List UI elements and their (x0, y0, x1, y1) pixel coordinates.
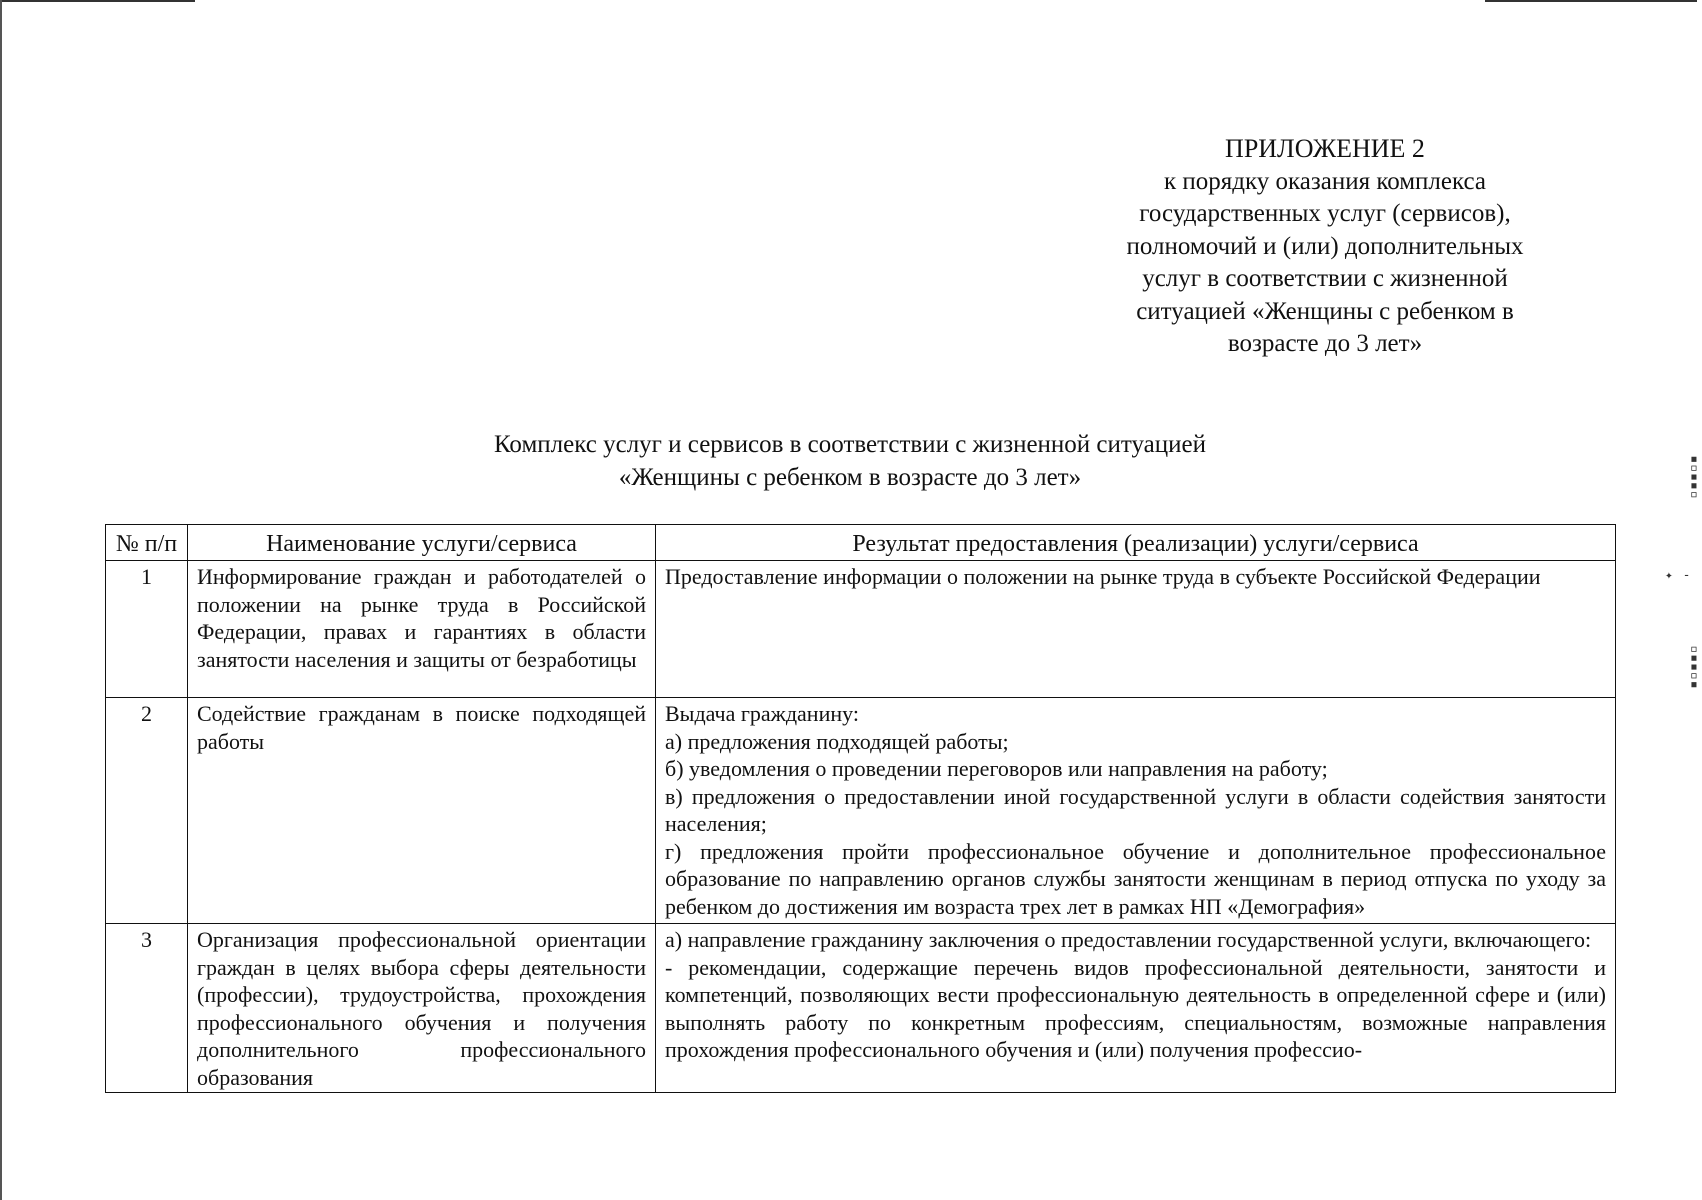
result-line: в) предложения о предоставлении иной государственной услуги в области содействия занятости населения; (665, 783, 1606, 836)
scan-edge-top-left (0, 0, 195, 2)
table-row (106, 561, 1616, 698)
scan-edge-top-right (1485, 0, 1697, 2)
scan-edge-left (0, 0, 2, 1200)
header-result: Результат предоставления (реализации) услуги/сервиса (656, 525, 1616, 561)
service-name: Информирование граждан и работодателей о положении на рынке труда в Российской Федерации, правах и гарантиях в области занятости населения и защиты от безработицы (188, 561, 656, 698)
appendix-block (1085, 133, 1565, 361)
row-number: 2 (106, 698, 188, 924)
result-line: Выдача гражданину: (665, 701, 859, 726)
appendix-heading: ПРИЛОЖЕНИЕ 2 (1225, 134, 1425, 163)
appendix-line: государственных услуг (сервисов), (1139, 200, 1511, 227)
header-number: № п/п (106, 525, 188, 561)
result-line: б) уведомления о проведении переговоров или направления на работу; (665, 756, 1328, 781)
result-line: а) предложения подходящей работы; (665, 728, 1009, 754)
services-table (105, 524, 1616, 1093)
appendix-line: услуг в соответствии с жизненной (1142, 265, 1508, 292)
result-line: а) направление гражданину заключения о предоставлении государственной услуги, включающего: (665, 927, 1592, 952)
document-title (350, 428, 1350, 494)
table-header-row (106, 525, 1616, 561)
scan-noise-mark: ▫▪▪▫▪ (1686, 645, 1702, 690)
row-number: 1 (106, 561, 188, 698)
document-title-line: «Женщины с ребенком в возрасте до 3 лет» (618, 464, 1082, 491)
scan-noise-mark: ✦ - (1665, 568, 1692, 583)
row-number: 3 (106, 924, 188, 1093)
document-title-line: Комплекс услуг и сервисов в соответствии с жизненной ситуацией (494, 431, 1206, 458)
service-result (656, 561, 1616, 698)
service-name: Содействие гражданам в поиске подходящей работы (188, 698, 656, 924)
table-row (106, 698, 1616, 924)
table-row (106, 924, 1616, 1093)
appendix-line: полномочий и (или) дополнительных (1126, 232, 1524, 260)
service-name: Организация профессиональной ориентации граждан в целях выбора сферы деятельности (профессии), трудоустройства, прохождения профессионального обучения и получения дополнительного профессионального образования (188, 924, 656, 1093)
appendix-line: к порядку оказания комплекса (1163, 167, 1487, 195)
service-result (656, 924, 1616, 1093)
header-service-name: Наименование услуги/сервиса (188, 525, 656, 561)
result-line: г) предложения пройти профессиональное обучение и дополнительное профессиональное образование по направлению органов службы занятости женщинам в период отпуска по уходу за ребенком до достижения им возраста трех лет в рамках НП «Демография» (665, 838, 1606, 919)
appendix-line: возрасте до 3 лет» (1227, 330, 1423, 357)
result-line: Предоставление информации о положении на рынке труда в субъекте Российской Федерации (665, 564, 1541, 589)
service-result (656, 698, 1616, 924)
appendix-line: ситуацией «Женщины с ребенком в (1136, 297, 1514, 325)
scan-noise-mark: ▪▫▪▪▫ (1686, 455, 1702, 500)
result-line: - рекомендации, содержащие перечень видов профессиональной деятельности, занятости и компетенций, позволяющих вести профессиональную деятельность в определенной сфере и (или) выполнять работу по конкретным профессиям, специальностям, возможные направления прохождения профессионального обучения и (или) получения профессио- (665, 954, 1606, 1062)
